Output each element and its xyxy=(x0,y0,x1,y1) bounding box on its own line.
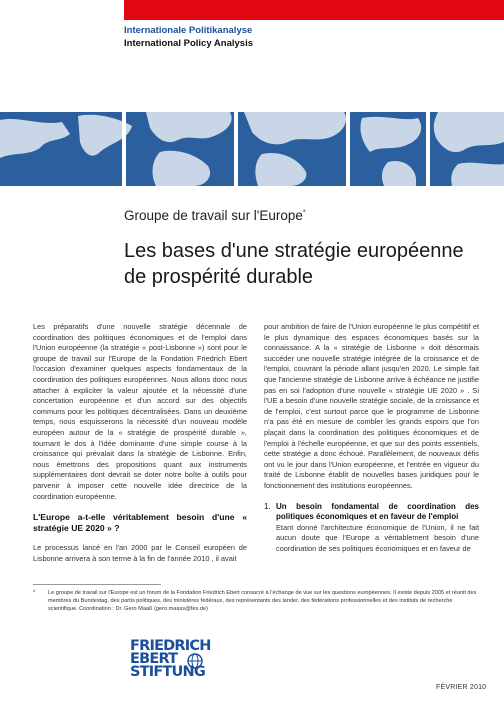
left-column xyxy=(33,322,247,571)
logo-line-3: STIFTUNG xyxy=(130,664,205,680)
section-heading-left: L'Europe a-t-elle véritablement besoin d'une « stratégie UE 2020 » ? xyxy=(33,512,247,534)
footnote-text: Le groupe de travail sur l'Europe est un forum de la Fondation Friedrich Ebert consacré à l'échange de vue sur les questions européennes. Il existe depuis 2005 et réunit des membres du Bundestag, des partis politiques, des ministères fédéraux, des représentants des lander, des fédérations professionnelles et des instituts de recherche scientifique. Coordination : Dr. Gero Maaß (gero.maass@fes.de) xyxy=(48,590,477,612)
working-group-subtitle xyxy=(124,208,306,223)
footnote-reference: * xyxy=(302,209,306,217)
fes-logo xyxy=(130,640,220,679)
section-heading-text: Un besoin fondamental de coordination des politiques économiques et en faveur de l'emploi xyxy=(276,501,479,521)
footnote xyxy=(33,589,483,613)
globe-icon xyxy=(187,653,203,669)
series-title xyxy=(124,24,253,50)
intro-paragraph: Les préparatifs d'une nouvelle stratégie décennale de coordination des politiques économiques et de l'emploi dans l'Union européenne (la stratégie « post-Lisbonne ») sont pour le groupe de travail sur l'Europe de la Fondation Friedrich Ebert l'occasion d'examiner quelques aspects fondamentaux de la coordination des politiques européennes. Nous allons donc nous attacher à expliciter la valeur ajoutée et la nécessité d'une concertation européenne et d'un accord sur des objectifs communs pour les politiques décentralisées. Dans un deuxième temps, nous esquisserons la nécessité d'un nouveau modèle européen autour de la « stratégie de prospérité durable », tournant le dos à l'idée dominante d'une simple course à la croissance qui prévalait dans la stratégie de Lisbonne. Enfin, nous émettrons des propositions quant aux instruments supplémentaires dont devrait se doter notre boîte à outils pour parvenir à imposer cette nouvelle idée directrice de la coordination européenne. xyxy=(33,322,247,501)
world-map-banner xyxy=(0,112,504,186)
logo-line-1: FRIEDRICH xyxy=(130,638,211,654)
document-title xyxy=(124,238,494,290)
logo-line-2: EBERT xyxy=(130,651,178,667)
body-paragraph-right: pour ambition de faire de l'Union européenne le plus compétitif et le plus dynamique des espaces économiques basés sur la connaissance. A la « stratégie de Lisbonne » doit désormais succéder une nouvelle stratégie intégrée de la croissance et de l'emploi, couvrant la période allant jusqu'en 2020. Le simple fait que l'ancienne stratégie de Lisbonne arrive à échéance ne justifie pas en soi l'adoption d'une nouvelle « stratégie UE 2020 » . Si l'UE a besoin d'une nouvelle stratégie sociale, de la croissance et de l'emploi, c'est surtout parce que le programme de Lisbonne n'a pas été en mesure de combler les grands espoirs que l'on plaçait dans la coordination des politiques économiques et de l'emploi à l'échelle européenne, et que sur des points essentiels, cette stratégie a donc échoué. Parallèlement, de nouveaux défis ont vu le jour dans l'Union européenne, et l'entrée en vigueur du traité de Lisbonne établit de nouvelles bases juridiques pour le fonctionnement des institutions européennes. xyxy=(264,322,479,490)
section-heading-right xyxy=(264,502,479,523)
series-title-en: International Policy Analysis xyxy=(124,38,253,49)
right-column xyxy=(264,322,479,561)
subtitle-text: Groupe de travail sur l'Europe xyxy=(124,208,303,223)
publication-date: FÉVRIER 2010 xyxy=(436,684,487,691)
section-number: 1. xyxy=(264,501,271,511)
section-paragraph-right: Etant donné l'architecture économique de l'Union, il ne fait aucun doute que l'Europe a véritablement besoin d'une coordination de ses politiques économiques et en faveur de xyxy=(276,522,479,553)
footnote-divider xyxy=(33,584,161,585)
header-red-block xyxy=(124,0,504,20)
body-paragraph-left: Le processus lancé en l'an 2000 par le Conseil européen de Lisbonne arrivera à son terme à la fin de l'année 2010 , il avait xyxy=(33,543,247,563)
series-title-de: Internationale Politikanalyse xyxy=(124,25,253,36)
footnote-mark: * xyxy=(33,590,36,596)
title-line-1: Les bases d'une stratégie européenne xyxy=(124,240,464,262)
title-line-2: de prospérité durable xyxy=(124,266,314,288)
